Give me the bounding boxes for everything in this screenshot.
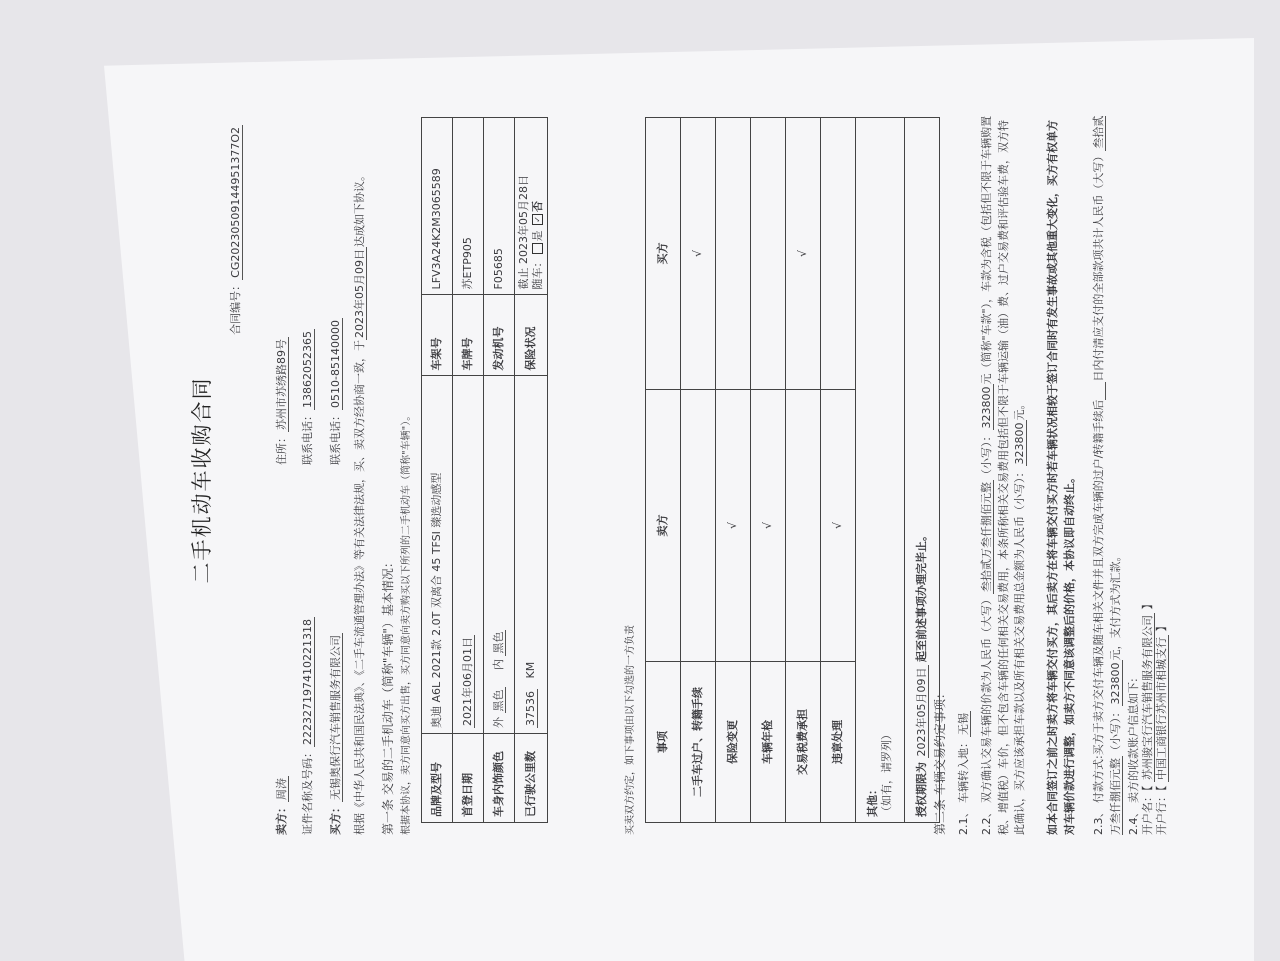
responsibility-table	[645, 117, 940, 823]
table-row: 已行驶公里数 37536 KM 保险状况 截止 2023年05月28日 随车：是 ✓否	[515, 118, 548, 823]
contract-title: 二手机动车收购合同	[190, 376, 214, 584]
clause-2-3: 2.3、 付款方式:买方于卖方交付车辆及随车相关文件并且双方完成车辆的过户/转籍手续后 日内付清应支付的全部款项共计人民币（大写）叁拾贰万叁仟捌佰元整（小写）：323800元，支付方式为汇款。	[1092, 115, 1122, 835]
bank-row: 开户行：【 中国工商银行苏州市相城支行 】	[1155, 620, 1168, 835]
checkbox-unchecked-icon	[532, 243, 543, 254]
buyer-row: 买方：无锡奥保行汽车销售服务有限公司 联系电话：0510-85140000	[329, 320, 342, 835]
bank-name: 中国工商银行苏州市相城支行	[1155, 637, 1168, 780]
color-exterior: 黑色	[492, 689, 506, 712]
deadline-date: 2023年05月09日	[915, 667, 929, 757]
table-row: 事项 卖方 买方	[646, 118, 681, 823]
seller-row: 卖方：周涛 住所：苏州市苏绣路89号	[275, 339, 288, 835]
seller-name: 周涛	[275, 778, 288, 800]
clause-2-1: 2.1、 车辆转入地：无锡	[957, 713, 970, 835]
color-interior: 黑色	[492, 631, 506, 654]
responsibility-intro: 买卖双方约定，如下事项由以下勾选的一方负责	[625, 625, 636, 835]
contract-number: 合同编号：CG20230509144951377O2	[229, 127, 242, 335]
vehicle-engine: F05685	[484, 118, 515, 295]
table-row: 车辆年检 √	[751, 118, 786, 823]
table-row: 保险变更 √	[716, 118, 751, 823]
contract-page	[125, 85, 1168, 875]
buyer-phone: 0510-85140000	[329, 320, 342, 408]
seller-id: 222327197410221318	[301, 619, 314, 745]
insurance-until: 截止 2023年05月28日	[517, 174, 530, 290]
vehicle-vin: LFV3A24K2M3065589	[422, 118, 453, 295]
seller-phone: 13862052365	[301, 331, 314, 408]
buyer-name: 无锡奥保行汽车销售服务有限公司	[329, 635, 342, 800]
vehicle-plate: 苏ETP905	[453, 118, 484, 295]
vehicle-table	[421, 117, 548, 823]
article-1-title: 第一条 交易的二手机动车（简称"车辆"）基本情况：	[381, 556, 395, 835]
table-row: 品牌及型号 奥迪 A6L 2021款 2.0T 双离合 45 TFSI 臻选动感型 车架号 LFV3A24K2M3065589	[422, 118, 453, 823]
article-1-intro: 根据本协议，卖方同意向买方出售，买方同意向卖方购买以下所列的二手机动车（简称"车辆"）。	[401, 410, 412, 835]
clause-2-2: 2.2、 双方确认交易车辆的价款为人民币（大写）叁拾贰万叁仟捌佰元整（小写）：323800元（简称"车款"），车款为含税（包括但不限于车辆购置税、增值税）车价，但不包含车辆的任何相关交易费用，本条所称相关交易费用包括但不限于车辆运输（油）费、过户交易费和评估验车费，双方特此确认，买方应该承担车款以及所有相关交易费用总金额为人民币（小写）：323800元。	[980, 115, 1026, 835]
vehicle-brand: 奥迪 A6L 2021款 2.0T 双离合 45 TFSI 臻选动感型	[422, 376, 453, 734]
article-2-title: 第二条 车辆交易约定事项：	[933, 687, 947, 835]
vehicle-mileage: 37536	[523, 691, 537, 726]
account-name-row: 开户名：【 苏州骏宝行汽车销售服务有限公司 】	[1141, 598, 1154, 835]
preamble: 根据《中华人民共和国民法典》、《二手车流通管理办法》等有关法律法规，买、卖双方经协商一致，于2023年05月09日达成如下协议。	[353, 170, 366, 835]
vehicle-reg-date: 2021年06月01日	[461, 637, 475, 726]
seller-id-row: 证件名称及号码：222327197410221318 联系电话：13862052365	[301, 331, 314, 835]
table-row: 交易税费承担 √	[786, 118, 821, 823]
table-row: 二手车过户、转籍手续 √	[681, 118, 716, 823]
table-row: 首登日期 2021年06月01日 车牌号 苏ETP905	[453, 118, 484, 823]
clause-2-4: 2.4、 卖方的收款账户信息如下:	[1127, 678, 1140, 835]
table-row: 授权期限为 2023年05月09日 起至前述事项办理完毕止。	[905, 118, 940, 823]
table-row: 车身内饰颜色 外 黑色 内 黑色 发动机号 F05685	[484, 118, 515, 823]
table-row: 其他： （如有，请罗列）	[856, 118, 905, 823]
account-name: 苏州骏宝行汽车销售服务有限公司	[1141, 615, 1154, 780]
seller-address: 苏州市苏绣路89号	[275, 339, 288, 430]
checkbox-checked-icon: ✓	[532, 214, 543, 225]
bold-notice: 如本合同签订之前之时卖方将车辆交付买方，其后卖方在将车辆交付买方时若车辆状况相较于签订合同时有发生事故或其他重大变化，买方有权单方对车辆价款进行调整，如卖方不同意该调整后的价格，本协议即自动终止。	[1046, 120, 1076, 835]
table-row: 违章处理 √	[821, 118, 856, 823]
